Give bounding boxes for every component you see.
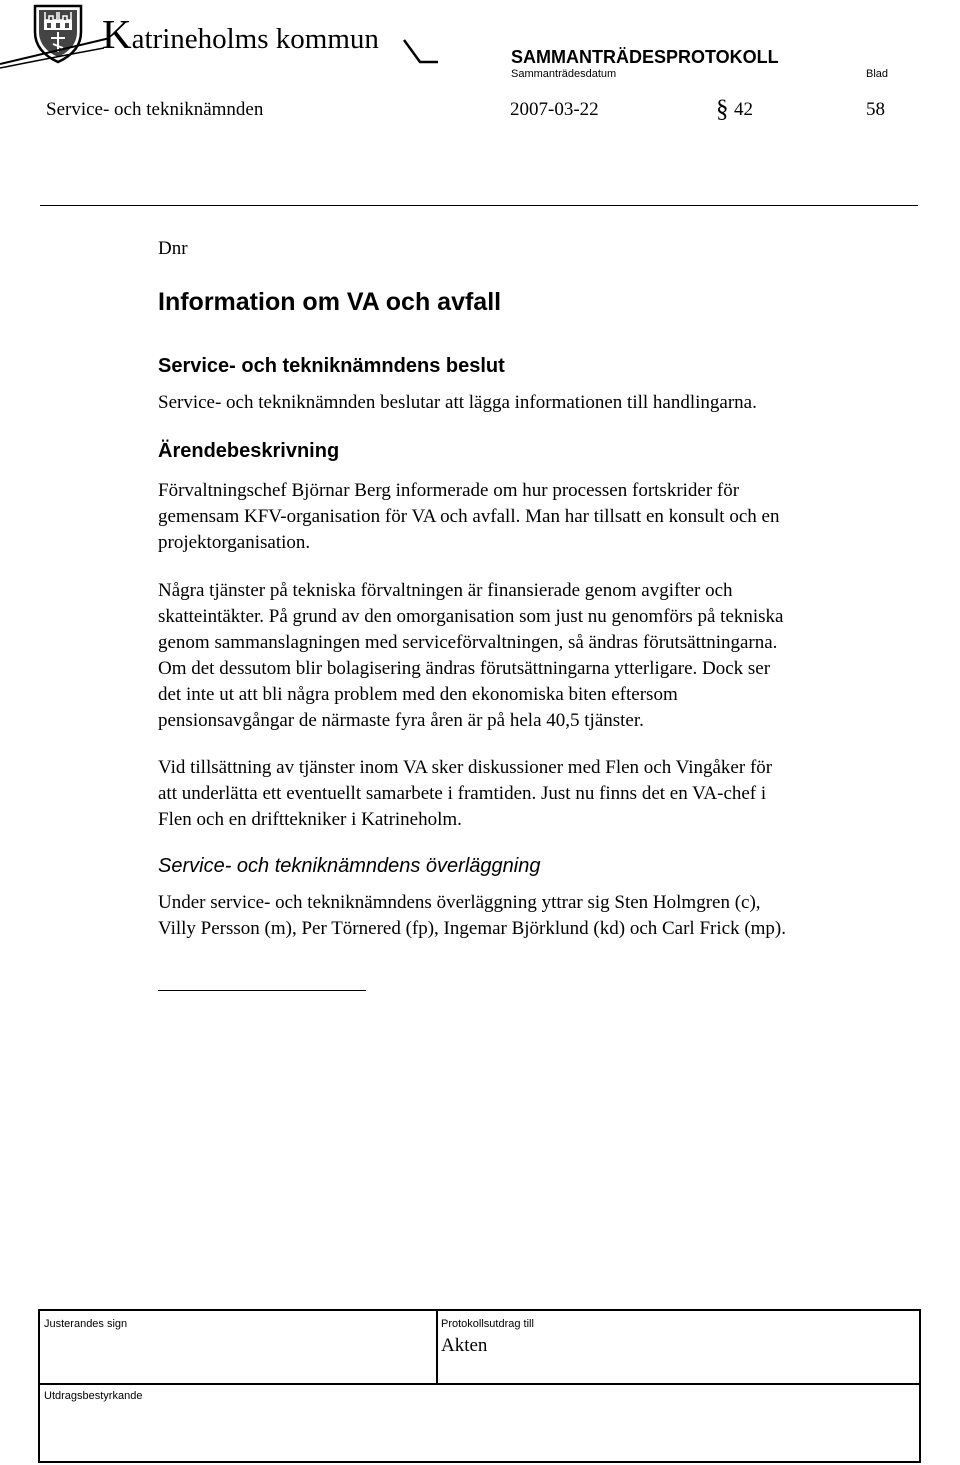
municipality-logo-text [102, 11, 379, 57]
protokollsutdrag-label: Protokollsutdrag till [441, 1318, 534, 1330]
page-number: 58 [866, 99, 885, 120]
page-title: Information om VA och avfall [158, 288, 502, 316]
footer-signature-box [38, 1309, 921, 1463]
description-paragraph-1 [158, 478, 898, 556]
text-line: Några tjänster på tekniska förvaltningen är finansierade genom avgifter och [158, 580, 733, 601]
text-line: projektorganisation. [158, 532, 311, 553]
logo-initial: K [102, 11, 132, 57]
signature-line [158, 990, 366, 991]
text-line: pensionsavgångar de närmaste fyra åren är på hela 40,5 tjänster. [158, 710, 644, 731]
text-line: Under service- och tekniknämndens överläggning yttrar sig Sten Holmgren (c), [158, 892, 761, 913]
text-line: det inte ut att bli några problem med den ekonomiska biten eftersom [158, 684, 678, 705]
committee-name: Service- och tekniknämnden [46, 99, 264, 120]
footer-divider-vertical [436, 1309, 438, 1384]
page-caption: Blad [866, 68, 889, 80]
justerandes-sign-label: Justerandes sign [44, 1318, 128, 1330]
protokollsutdrag-recipient: Akten [441, 1335, 488, 1356]
text-line: skatteintäkter. På grund av den omorganisation som just nu genomförs på tekniska [158, 606, 784, 627]
text-line: Villy Persson (m), Per Törnered (fp), Ingemar Björklund (kd) och Carl Frick (mp). [158, 918, 787, 939]
utdragsbestyrkande-label: Utdragsbestyrkande [44, 1390, 143, 1402]
paragraph-number: 42 [734, 99, 753, 120]
deliberation-heading: Service- och tekniknämndens överläggning [158, 855, 541, 877]
text-line: genom sammanslagningen med serviceförvaltningen, så ändras förutsättningarna. [158, 632, 778, 653]
description-heading: Ärendebeskrivning [158, 440, 340, 462]
description-paragraph-2 [158, 578, 898, 734]
date-caption: Sammanträdesdatum [511, 68, 617, 80]
dnr-label: Dnr [158, 238, 188, 259]
decision-text: Service- och tekniknämnden beslutar att lägga informationen till handlingarna. [158, 392, 757, 413]
header-divider [40, 205, 918, 206]
deliberation-paragraph [158, 890, 898, 942]
text-line: Om det dessutom blir bolagisering ändras förutsättningarna ytterligare. Dock ser [158, 658, 771, 679]
footer-divider-horizontal [38, 1383, 919, 1385]
text-line: Förvaltningschef Björnar Berg informerade om hur processen fortskrider för [158, 480, 740, 501]
text-line: Vid tillsättning av tjänster inom VA sker diskussioner med Flen och Vingåker för [158, 757, 773, 778]
section-sign: § [716, 96, 729, 123]
text-line: att underlätta ett eventuellt samarbete i framtiden. Just nu finns det en VA-chef i [158, 783, 767, 804]
decision-heading: Service- och tekniknämndens beslut [158, 355, 505, 377]
logo-name: atrineholms kommun [131, 23, 379, 55]
text-line: Flen och en drifttekniker i Katrineholm. [158, 809, 462, 830]
meeting-date: 2007-03-22 [510, 99, 599, 120]
document-type: SAMMANTRÄDESPROTOKOLL [511, 47, 779, 67]
text-line: gemensam KFV-organisation för VA och avfall. Man har tillsatt en konsult och en [158, 506, 780, 527]
description-paragraph-3 [158, 755, 898, 833]
